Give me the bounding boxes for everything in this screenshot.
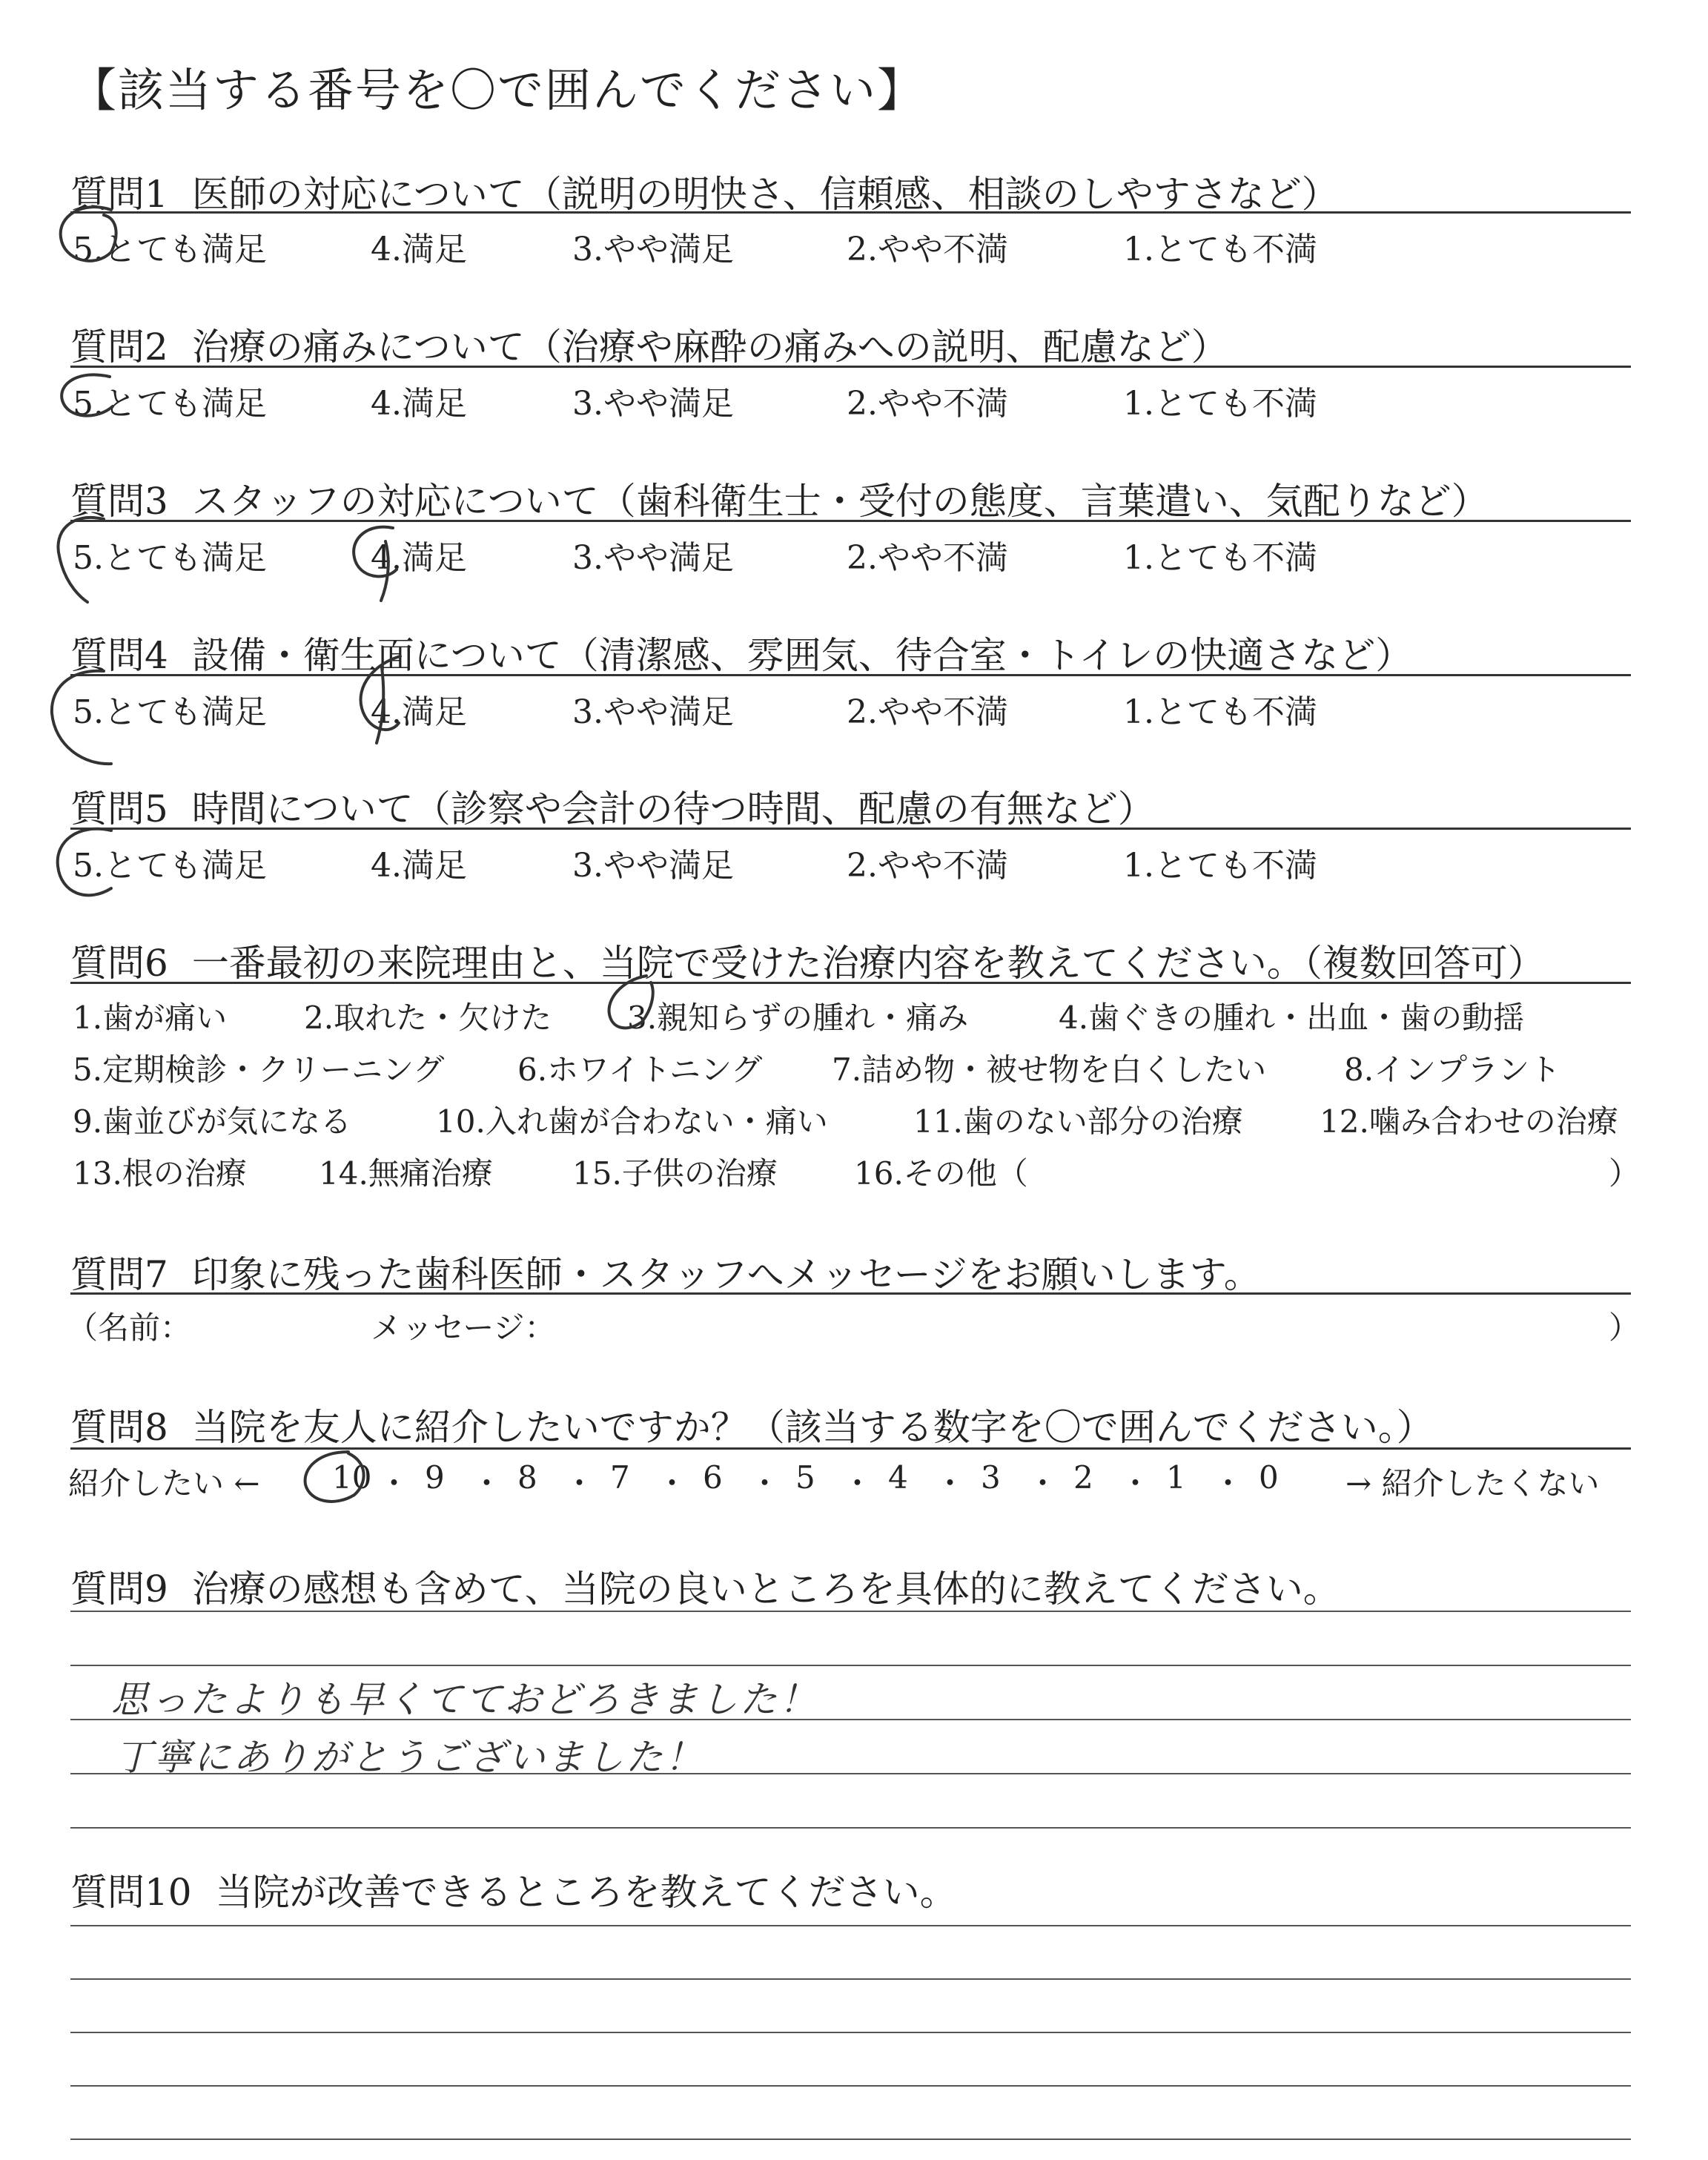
q6-option-11[interactable]: 11.歯のない部分の治療 bbox=[913, 1103, 1243, 1140]
option-3[interactable]: 3.やや満足 bbox=[572, 847, 734, 885]
question-text: 印象に残った歯科医師・スタッフへメッセージをお願いします。 bbox=[191, 1253, 1261, 1296]
scale-separator: ・ bbox=[841, 1465, 873, 1502]
option-4[interactable]: 4.満足 bbox=[371, 231, 467, 268]
option-3[interactable]: 3.やや満足 bbox=[572, 693, 734, 731]
scale-separator: ・ bbox=[471, 1465, 503, 1502]
q6-option-3[interactable]: 3.親知らずの腫れ・痛み bbox=[627, 1000, 969, 1036]
q6-option-8[interactable]: 8.インプラント bbox=[1344, 1051, 1561, 1088]
scale-separator: ・ bbox=[563, 1465, 595, 1502]
scale-separator: ・ bbox=[656, 1465, 688, 1502]
option-1[interactable]: 1.とても不満 bbox=[1123, 385, 1317, 423]
q6-option-14[interactable]: 14.無痛治療 bbox=[319, 1155, 493, 1192]
question-text: 一番最初の来院理由と、当院で受けた治療内容を教えてください。（複数回答可） bbox=[191, 942, 1545, 985]
scale-value-10[interactable]: 10 bbox=[332, 1459, 372, 1496]
question-text: 治療の感想も含めて、当院の良いところを具体的に教えてください。 bbox=[191, 1568, 1340, 1611]
option-4[interactable]: 4.満足 bbox=[371, 693, 467, 731]
question-text: 設備・衛生面について（清潔感、雰囲気、待合室・トイレの快適さなど） bbox=[191, 634, 1413, 677]
question-number: 質問3 bbox=[70, 480, 168, 523]
option-1[interactable]: 1.とても不満 bbox=[1123, 693, 1317, 731]
question-number: 質問8 bbox=[70, 1406, 168, 1449]
option-5[interactable]: 5.とても満足 bbox=[73, 847, 267, 885]
q6-option-12[interactable]: 12.噛み合わせの治療 bbox=[1320, 1103, 1618, 1140]
q3-selection-circle-4 bbox=[354, 527, 397, 601]
q4-selection-circle-4 bbox=[361, 656, 400, 743]
scale-value-9[interactable]: 9 bbox=[425, 1459, 445, 1496]
option-4[interactable]: 4.満足 bbox=[371, 847, 467, 885]
scale-value-0[interactable]: 0 bbox=[1259, 1459, 1279, 1496]
option-2[interactable]: 2.やや不満 bbox=[847, 539, 1008, 577]
q6-option-9[interactable]: 9.歯並びが気になる bbox=[73, 1103, 352, 1140]
option-3[interactable]: 3.やや満足 bbox=[572, 231, 734, 268]
q2-selection-circle bbox=[62, 374, 113, 415]
scale-value-6[interactable]: 6 bbox=[703, 1459, 723, 1496]
option-5[interactable]: 5.とても満足 bbox=[73, 693, 267, 731]
option-5[interactable]: 5.とても満足 bbox=[73, 231, 267, 268]
question-number: 質問5 bbox=[70, 787, 168, 830]
q6-option-7[interactable]: 7.詰め物・被せ物を白くしたい bbox=[832, 1051, 1267, 1088]
q6-close-paren: ） bbox=[1609, 1155, 1641, 1192]
question-text: スタッフの対応について（歯科衛生士・受付の態度、言葉遣い、気配りなど） bbox=[191, 480, 1489, 523]
question-number: 質問9 bbox=[70, 1568, 168, 1611]
q7-close-paren: ） bbox=[1609, 1309, 1641, 1346]
handwritten-answer-line-2: 丁寧にありがとうございました！ bbox=[115, 1736, 704, 1779]
q6-selection-circle bbox=[609, 976, 652, 1028]
option-2[interactable]: 2.やや不満 bbox=[847, 385, 1008, 423]
question-text: 治療の痛みについて（治療や麻酔の痛みへの説明、配慮など） bbox=[191, 326, 1228, 369]
option-5[interactable]: 5.とても満足 bbox=[73, 385, 267, 423]
q5-selection-circle bbox=[58, 829, 111, 896]
q6-option-16[interactable]: 16.その他（ bbox=[854, 1155, 1028, 1192]
option-1[interactable]: 1.とても不満 bbox=[1123, 847, 1317, 885]
scale-separator: ・ bbox=[1119, 1465, 1151, 1502]
q8-selection-circle bbox=[305, 1452, 364, 1502]
question-number: 質問1 bbox=[70, 173, 168, 216]
option-3[interactable]: 3.やや満足 bbox=[572, 385, 734, 423]
option-1[interactable]: 1.とても不満 bbox=[1123, 539, 1317, 577]
q6-option-15[interactable]: 15.子供の治療 bbox=[572, 1155, 778, 1192]
message-label: メッセージ： bbox=[371, 1309, 556, 1346]
recommend-right-label: → 紹介したくない bbox=[1345, 1465, 1600, 1502]
q6-option-2[interactable]: 2.取れた・欠けた bbox=[304, 1000, 552, 1036]
option-4[interactable]: 4.満足 bbox=[371, 539, 467, 577]
scale-value-2[interactable]: 2 bbox=[1073, 1459, 1093, 1496]
scale-separator: ・ bbox=[1212, 1465, 1244, 1502]
scale-value-8[interactable]: 8 bbox=[517, 1459, 537, 1496]
scale-value-1[interactable]: 1 bbox=[1166, 1459, 1186, 1496]
scale-separator: ・ bbox=[1027, 1465, 1059, 1502]
q3-selection-circle bbox=[58, 518, 104, 602]
question-text: 医師の対応について（説明の明快さ、信頼感、相談のしやすさなど） bbox=[191, 173, 1339, 216]
q6-option-5[interactable]: 5.定期検診・クリーニング bbox=[73, 1051, 445, 1088]
scale-value-5[interactable]: 5 bbox=[795, 1459, 815, 1496]
option-2[interactable]: 2.やや不満 bbox=[847, 847, 1008, 885]
option-3[interactable]: 3.やや満足 bbox=[572, 539, 734, 577]
page-title: 【該当する番号を〇で囲んでください】 bbox=[70, 63, 925, 117]
option-1[interactable]: 1.とても不満 bbox=[1123, 231, 1317, 268]
question-text: 当院が改善できるところを教えてください。 bbox=[215, 1871, 957, 1914]
question-number: 質問6 bbox=[70, 942, 168, 985]
q6-option-6[interactable]: 6.ホワイトニング bbox=[517, 1051, 763, 1088]
question-number: 質問4 bbox=[70, 634, 168, 677]
question-number: 質問7 bbox=[70, 1253, 168, 1296]
name-label: （名前： bbox=[67, 1309, 192, 1346]
q6-option-10[interactable]: 10.入れ歯が合わない・痛い bbox=[436, 1103, 828, 1140]
scale-value-4[interactable]: 4 bbox=[888, 1459, 908, 1496]
q1-selection-circle bbox=[61, 207, 116, 261]
q6-option-1[interactable]: 1.歯が痛い bbox=[73, 1000, 228, 1036]
recommend-left-label: 紹介したい ← bbox=[68, 1465, 260, 1502]
option-5[interactable]: 5.とても満足 bbox=[73, 539, 267, 577]
scale-separator: ・ bbox=[749, 1465, 781, 1502]
question-number: 質問2 bbox=[70, 326, 168, 369]
q6-option-13[interactable]: 13.根の治療 bbox=[73, 1155, 247, 1192]
question-text: 時間について（診察や会計の待つ時間、配慮の有無など） bbox=[191, 787, 1155, 830]
option-4[interactable]: 4.満足 bbox=[371, 385, 467, 423]
scale-separator: ・ bbox=[934, 1465, 966, 1502]
option-2[interactable]: 2.やや不満 bbox=[847, 693, 1008, 731]
question-text: 当院を友人に紹介したいですか？（該当する数字を〇で囲んでください。） bbox=[191, 1406, 1434, 1449]
scale-value-3[interactable]: 3 bbox=[981, 1459, 1001, 1496]
q6-option-4[interactable]: 4.歯ぐきの腫れ・出血・歯の動揺 bbox=[1059, 1000, 1525, 1036]
scale-value-7[interactable]: 7 bbox=[610, 1459, 630, 1496]
q4-selection-circle bbox=[52, 671, 111, 764]
handwritten-answer-line-1: 思ったよりも早くてておどろきました！ bbox=[111, 1678, 818, 1721]
option-2[interactable]: 2.やや不満 bbox=[847, 231, 1008, 268]
question-number: 質問10 bbox=[70, 1871, 192, 1914]
scale-separator: ・ bbox=[378, 1465, 410, 1502]
